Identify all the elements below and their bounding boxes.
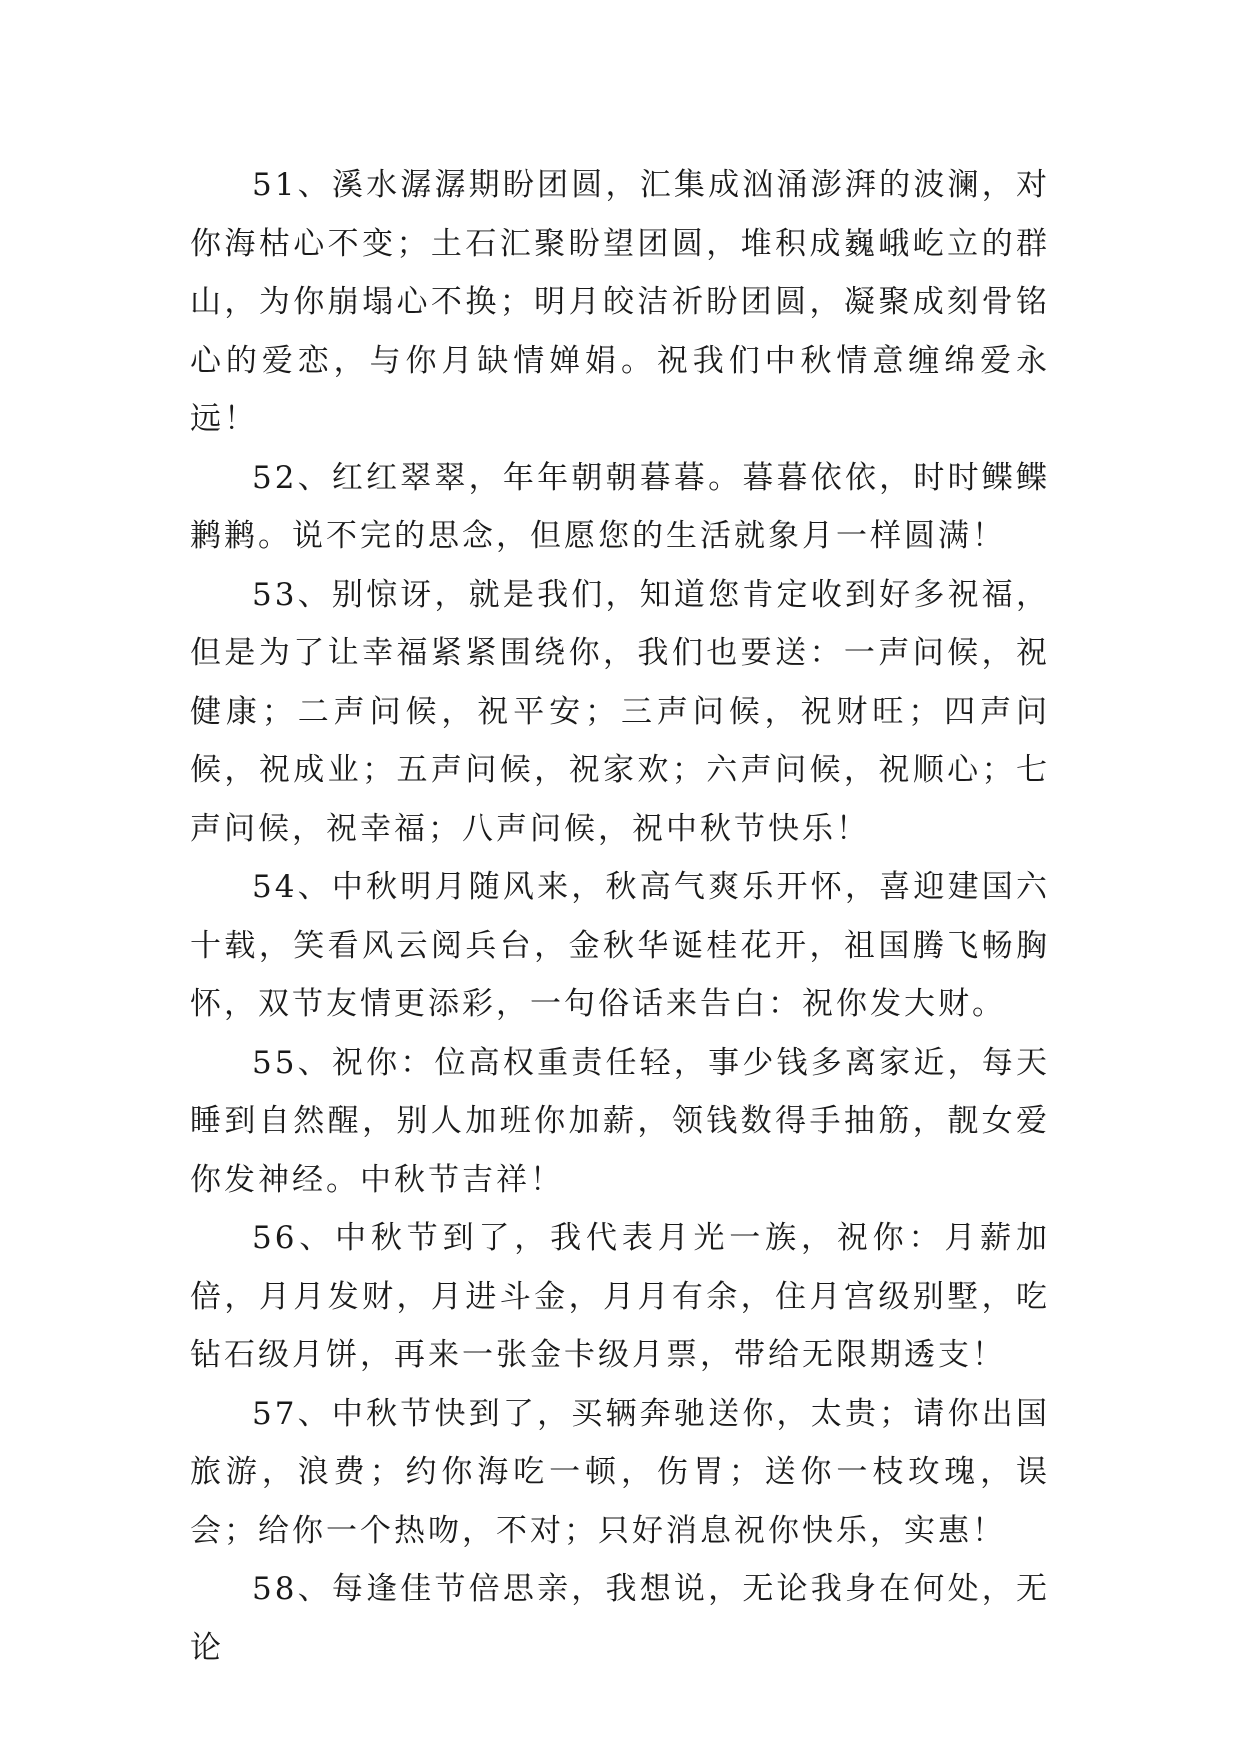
paragraph-57: 57、中秋节快到了，买辆奔驰送你，太贵；请你出国旅游，浪费；约你海吃一顿，伤胃；送你一枝玫瑰，误会；给你一个热吻，不对；只好消息祝你快乐，实惠！ xyxy=(190,1395,1050,1549)
paragraph-53: 53、别惊讶，就是我们，知道您肯定收到好多祝福，但是为了让幸福紧紧围绕你，我们也要送：一声问候，祝健康；二声问候，祝平安；三声问候，祝财旺；四声问候，祝成业；五声问候，祝家欢；六声问候，祝顺心；七声问候，祝幸福；八声问候，祝中秋节快乐！ xyxy=(190,576,1050,847)
paragraph-58: 58、每逢佳节倍思亲，我想说，无论我身在何处，无论 xyxy=(190,1571,1050,1666)
paragraph-51: 51、溪水潺潺期盼团圆，汇集成汹涌澎湃的波澜，对你海枯心不变；土石汇聚盼望团圆，堆积成巍峨屹立的群山，为你崩塌心不换；明月皎洁祈盼团圆，凝聚成刻骨铭心的爱恋，与你月缺情婵娟。祝我们中秋情意缠绵爱永远！ xyxy=(190,167,1050,437)
document-body xyxy=(190,156,1050,1677)
paragraph-56: 56、中秋节到了，我代表月光一族，祝你：月薪加倍，月月发财，月进斗金，月月有余，住月宫级别墅，吃钻石级月饼，再来一张金卡级月票，带给无限期透支！ xyxy=(190,1220,1050,1373)
paragraph-54: 54、中秋明月随风来，秋高气爽乐开怀，喜迎建国六十载，笑看风云阅兵台，金秋华诞桂花开，祖国腾飞畅胸怀，双节友情更添彩，一句俗话来告白：祝你发大财。 xyxy=(190,869,1050,1022)
paragraph-55: 55、祝你：位高权重责任轻，事少钱多离家近，每天睡到自然醒，别人加班你加薪，领钱数得手抽筋，靓女爱你发神经。中秋节吉祥！ xyxy=(190,1044,1050,1198)
paragraph-52: 52、红红翠翠，年年朝朝暮暮。暮暮依依，时时鲽鲽鹣鹣。说不完的思念，但愿您的生活就象月一样圆满！ xyxy=(190,459,1050,554)
